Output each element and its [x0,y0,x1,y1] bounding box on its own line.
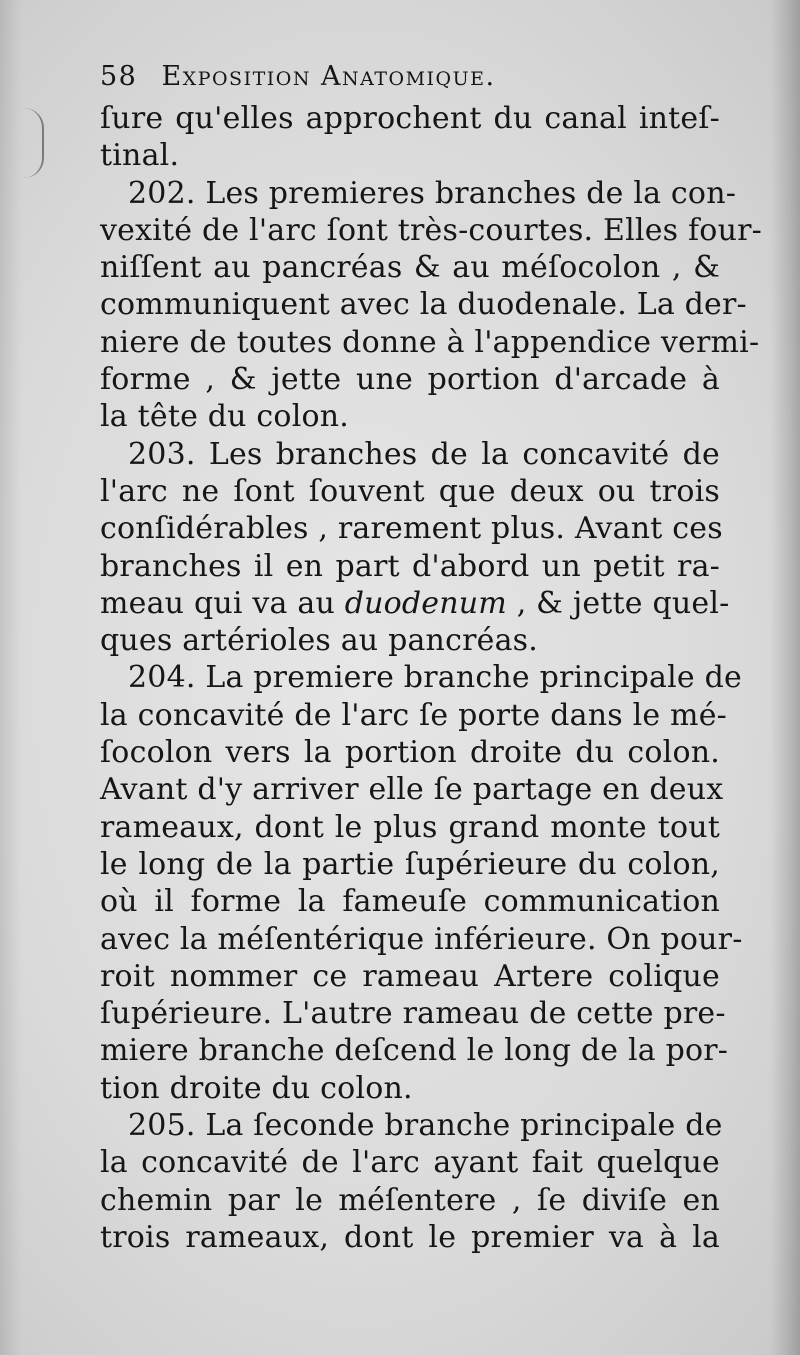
page-left-shadow [0,0,22,1355]
text-line: niere de toutes donne à l'appendice vermi- [100,324,760,360]
text-line: tion droite du colon. [100,1070,413,1106]
text-line: la concavité de l'arc ayant fait quelque [100,1145,720,1181]
text-line: où il forme la fameuſe communication [100,884,720,920]
text-line: ſocolon vers la portion droite du colon. [100,735,720,771]
text-line: branches il en part d'abord un petit ra- [100,548,720,584]
text-line: la concavité de l'arc ſe porte dans le mé- [100,697,727,733]
italic-term: duodenum [344,585,507,621]
text-line: Avant d'y arriver elle ſe partage en deux [100,772,724,808]
text-line: 205. La ſeconde branche principale de [128,1108,723,1144]
text-line: avec la méſentérique inférieure. On pour- [100,921,743,957]
text-line: trois rameaux, dont le premier va à la [100,1219,720,1255]
text-line: ſure qu'elles approchent du canal inteſ- [100,101,720,136]
text-line: miere branche deſcend le long de la por- [100,1033,729,1069]
text-line: vexité de l'arc ſont très-courtes. Elles four- [100,212,762,248]
page-number: 58 [100,61,138,92]
text-line: 203. Les branches de la concavité de [128,436,720,472]
text-line: communiquent avec la duodenale. La der- [100,287,747,323]
text-line: tinal. [100,138,180,174]
text-line: rameaux, dont le plus grand monte tout [100,809,720,845]
text-line: roit nommer ce rameau Artere colique [100,958,720,994]
running-title: Exposition Anatomique. [161,61,496,92]
body-text [100,100,762,1256]
page-text-block [100,58,762,1256]
text-line: la tête du colon. [100,399,350,435]
text-line: 202. Les premieres branches de la con- [128,175,737,211]
running-header [100,58,720,100]
text-line: forme , & jette une portion d'arcade à [100,362,720,398]
text-line: 204. La premiere branche principale de [128,660,742,696]
margin-bracket-mark [18,108,44,178]
text-line: chemin par le méſentere , ſe diviſe en [100,1182,720,1218]
page-right-shadow [770,0,800,1355]
text-line: l'arc ne ſont ſouvent que deux ou trois [100,473,720,509]
text-line: conſidérables , rarement plus. Avant ces [100,511,723,547]
text-line: meau qui va au duodenum , & jette quel- [100,585,730,621]
text-line: niſſent au pancréas & au méſocolon , & [100,250,720,286]
text-line: ſupérieure. L'autre rameau de cette pre- [100,996,726,1032]
text-line: le long de la partie ſupérieure du colon, [100,846,720,882]
text-line: ques artérioles au pancréas. [100,623,538,659]
